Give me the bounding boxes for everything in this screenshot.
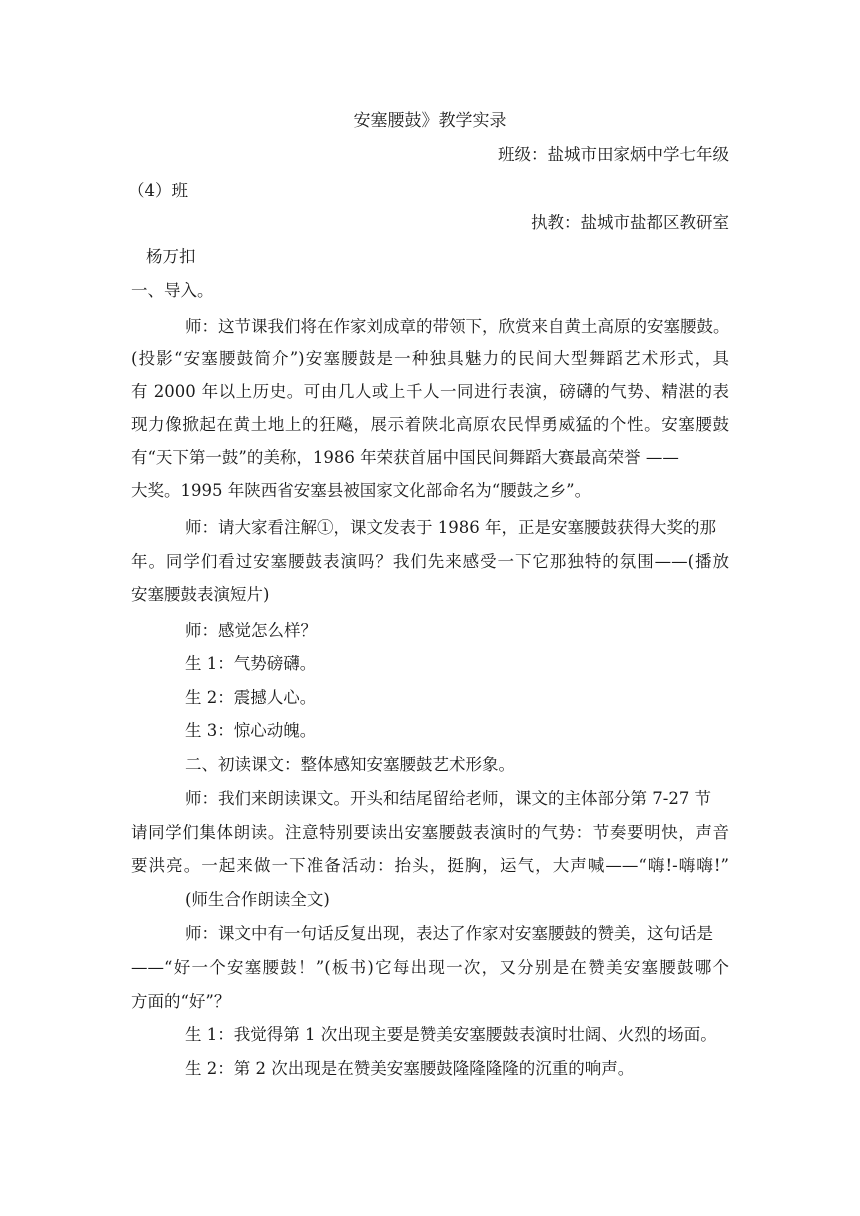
class-info-continued: （4）班 bbox=[128, 181, 188, 200]
paragraph-line: ——“好一个安塞腰鼓！”(板书)它每出现一次，又分别是在赞美安塞腰鼓哪个 bbox=[131, 958, 729, 977]
dialogue-line: 生 2：第 2 次出现是在赞美安塞腰鼓隆隆隆隆的沉重的响声。 bbox=[185, 1059, 635, 1078]
dialogue-line: 生 1：气势磅礴。 bbox=[185, 654, 317, 673]
dialogue-line: 生 1：我觉得第 1 次出现主要是赞美安塞腰鼓表演时壮阔、火烈的场面。 bbox=[185, 1025, 717, 1044]
dialogue-line: 师：感觉怎么样？ bbox=[185, 621, 317, 640]
dialogue-line: 生 3：惊心动魄。 bbox=[185, 721, 317, 740]
section-heading: 一、导入。 bbox=[131, 281, 214, 300]
paragraph-line: 师：请大家看注解①，课文发表于 1986 年，正是安塞腰鼓获得大奖的那 bbox=[185, 518, 716, 537]
paragraph-line: 大奖。1995 年陕西省安塞县被国家文化部命名为“腰鼓之乡”。 bbox=[131, 481, 592, 500]
section-heading: 二、初读课文：整体感知安塞腰鼓艺术形象。 bbox=[185, 755, 515, 774]
paragraph-line: (师生合作朗读全文) bbox=[185, 890, 330, 909]
class-info: 班级：盐城市田家炳中学七年级 bbox=[498, 145, 729, 164]
paragraph-line: 有“天下第一鼓”的美称，1986 年荣获首届中国民间舞蹈大赛最高荣誉 —— bbox=[131, 448, 679, 467]
paragraph-line: 方面的“好”？ bbox=[131, 992, 231, 1011]
teacher-name: 杨万扣 bbox=[146, 247, 196, 266]
paragraph-line: 年。同学们看过安塞腰鼓表演吗？我们先来感受一下它那独特的氛围——(播放 bbox=[131, 552, 729, 571]
paragraph-line: (投影“安塞腰鼓简介”)安塞腰鼓是一种独具魅力的民间大型舞蹈艺术形式，具 bbox=[131, 349, 729, 368]
paragraph-line: 现力像掀起在黄土地上的狂飚，展示着陕北高原农民悍勇威猛的个性。安塞腰鼓 bbox=[131, 415, 729, 434]
paragraph-line: 师：课文中有一句话反复出现，表达了作家对安塞腰鼓的赞美，这句话是 bbox=[185, 924, 713, 943]
paragraph-line: 有 2000 年以上历史。可由几人或上千人一同进行表演，磅礴的气势、精湛的表 bbox=[131, 382, 729, 401]
paragraph-line: 师：这节课我们将在作家刘成章的带领下，欣赏来自黄土高原的安塞腰鼓。 bbox=[185, 317, 730, 336]
paragraph-line: 请同学们集体朗读。注意特别要读出安塞腰鼓表演时的气势：节奏要明快，声音 bbox=[131, 823, 729, 842]
paragraph-line: 安塞腰鼓表演短片) bbox=[131, 585, 270, 604]
teacher-info: 执教：盐城市盐都区教研室 bbox=[531, 213, 729, 232]
paragraph-line: 师：我们来朗读课文。开头和结尾留给老师，课文的主体部分第 7-27 节 bbox=[185, 789, 712, 808]
paragraph-line: 要洪亮。一起来做一下准备活动：抬头，挺胸，运气，大声喊——“嗨!-嗨嗨!” bbox=[131, 856, 729, 875]
dialogue-line: 生 2：震撼人心。 bbox=[185, 688, 317, 707]
page-title: 安塞腰鼓》教学实录 bbox=[353, 111, 507, 131]
